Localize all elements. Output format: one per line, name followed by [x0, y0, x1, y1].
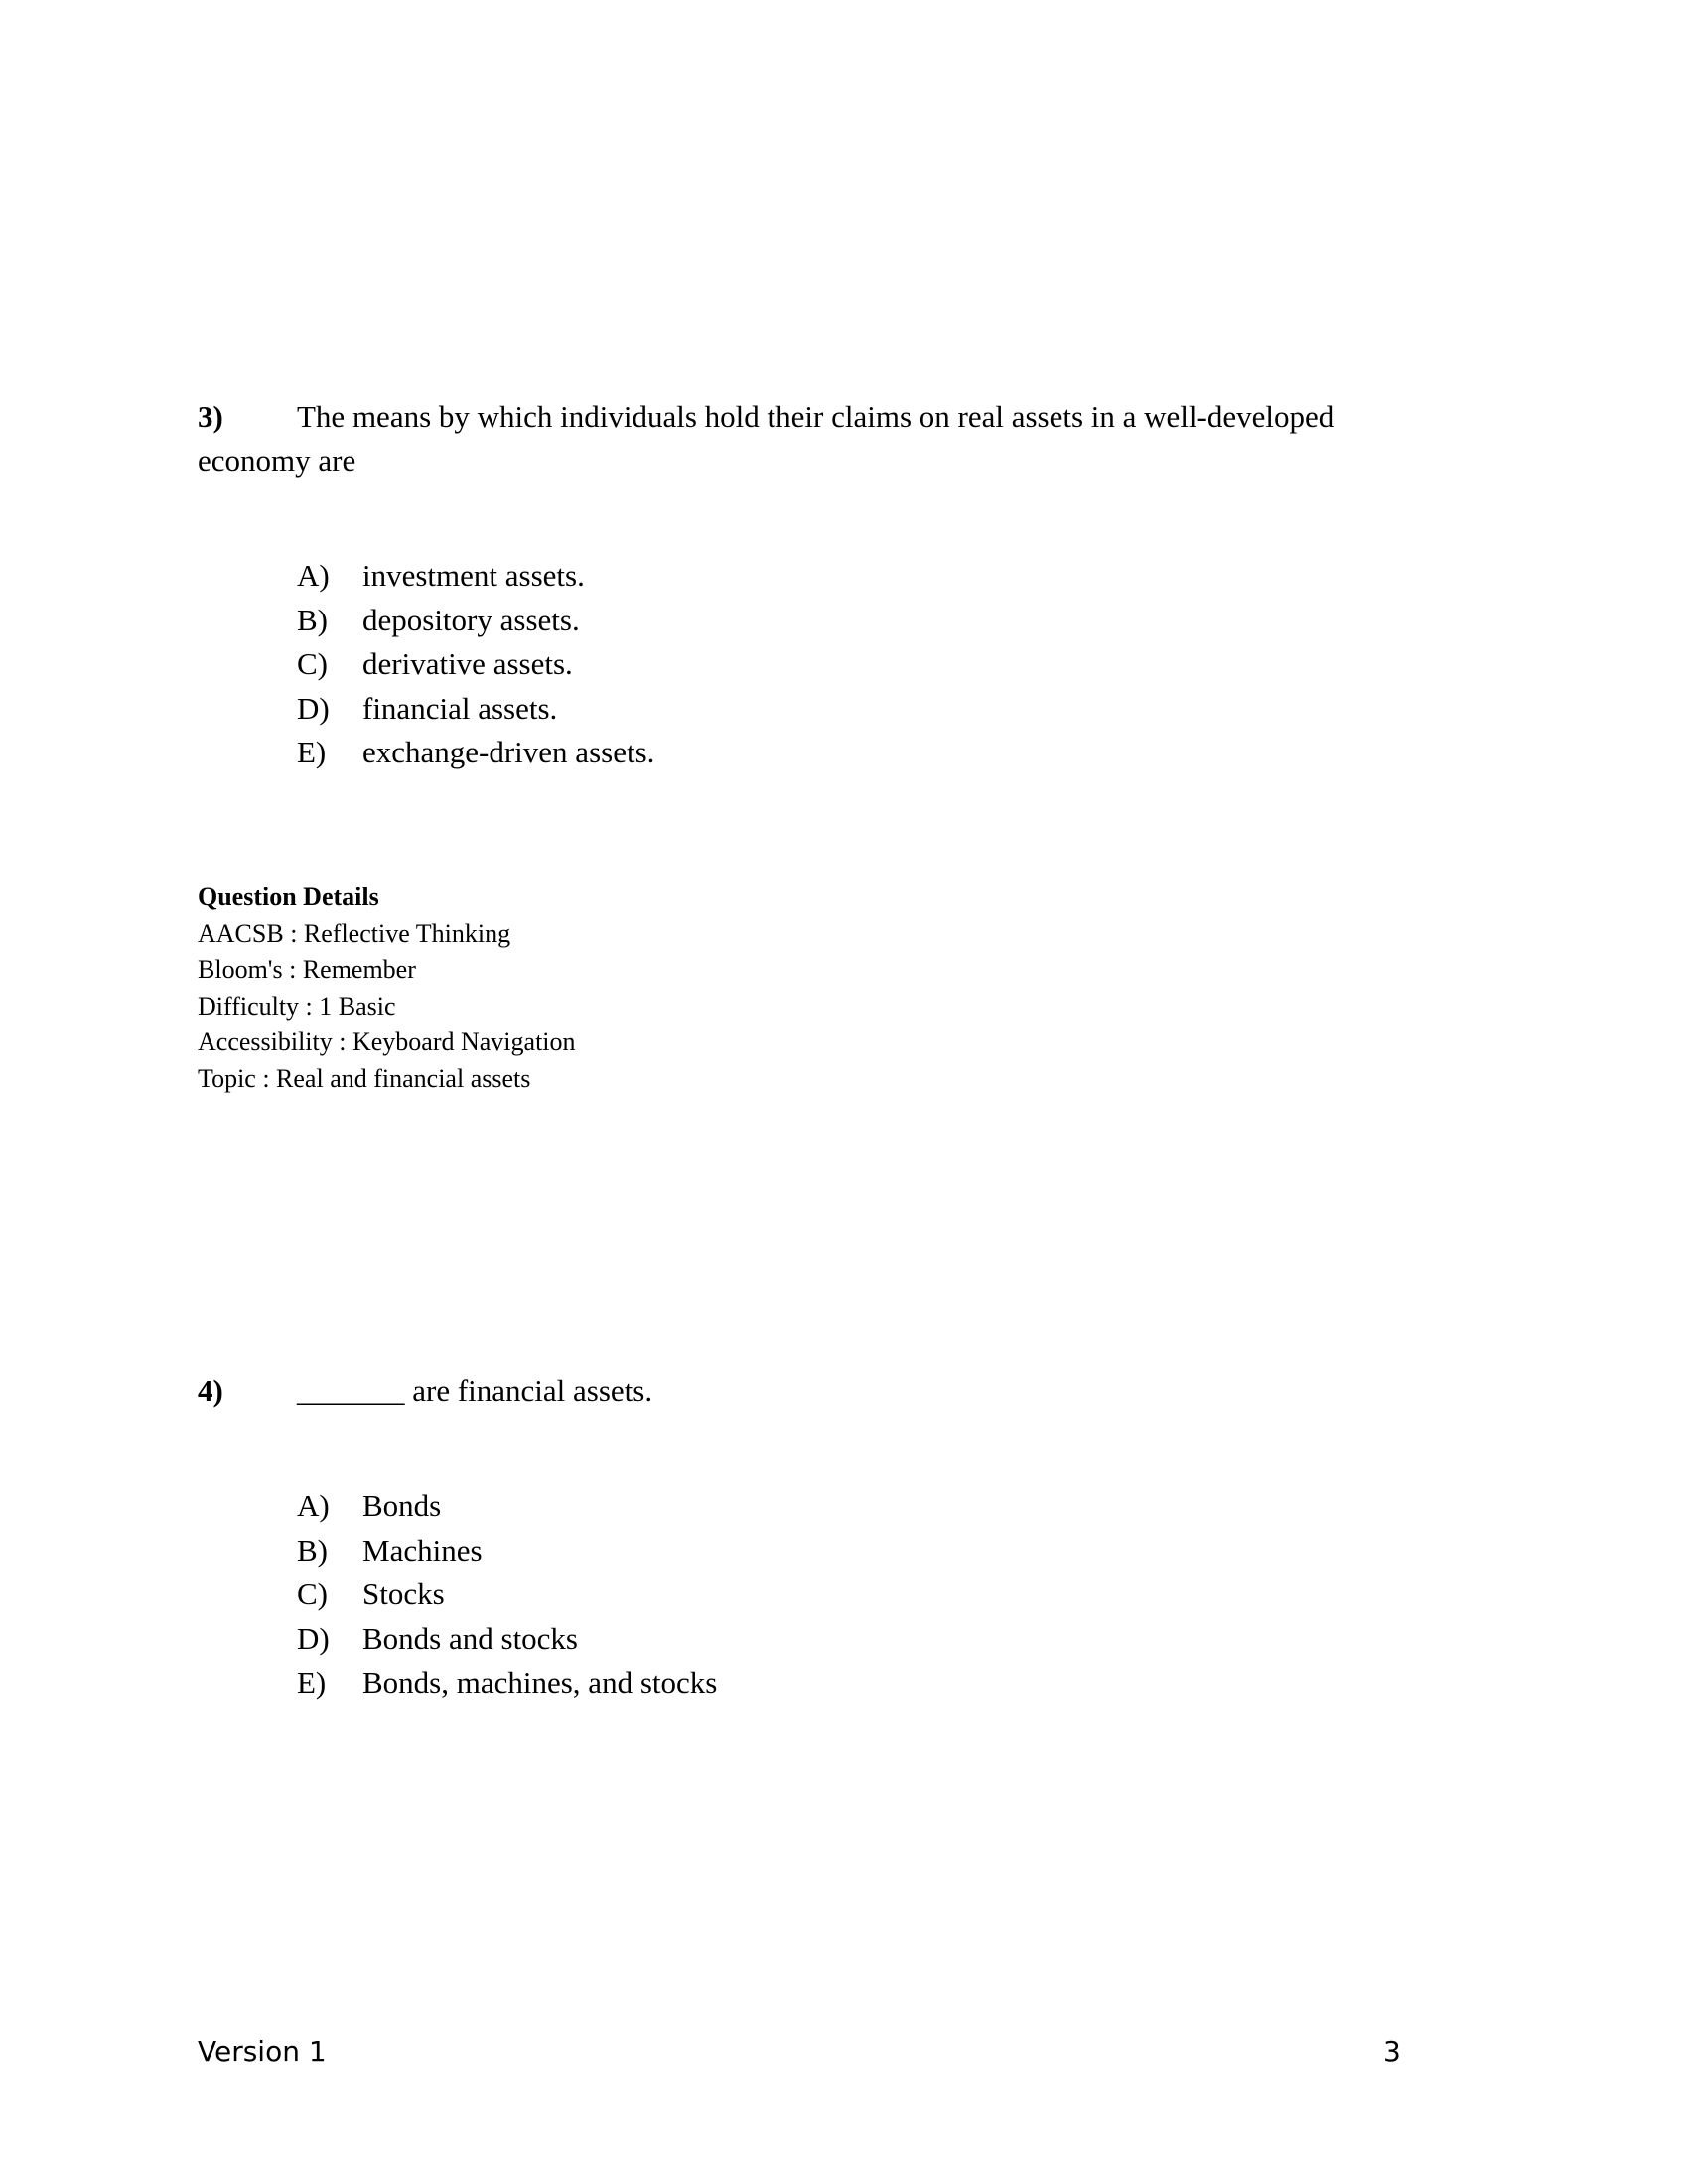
choice-4c	[297, 1572, 717, 1617]
choice-letter: C)	[297, 646, 328, 681]
question-4-stem	[198, 1369, 1429, 1413]
choice-letter: E)	[297, 1665, 327, 1700]
choice-3b	[297, 599, 654, 643]
choice-text: Bonds	[362, 1488, 442, 1523]
choice-text: exchange-driven assets.	[362, 735, 655, 769]
choice-text: Stocks	[362, 1576, 445, 1611]
choice-text: financial assets.	[362, 690, 558, 726]
details-blooms: Bloom's : Remember	[198, 955, 416, 984]
choice-letter: A)	[297, 558, 330, 593]
choice-text: derivative assets.	[362, 646, 573, 681]
question-3-choices	[297, 554, 654, 775]
choice-letter: D)	[297, 690, 330, 726]
choice-letter: E)	[297, 735, 327, 769]
question-3-number: 3)	[198, 399, 223, 434]
choice-letter: D)	[297, 1620, 330, 1656]
choice-text: Bonds, machines, and stocks	[362, 1665, 718, 1700]
choice-3d	[297, 687, 654, 732]
choice-4b	[297, 1529, 717, 1573]
choice-4a	[297, 1484, 717, 1529]
choice-letter: B)	[297, 602, 328, 637]
choice-4e	[297, 1661, 717, 1706]
choice-4d	[297, 1617, 717, 1662]
details-topic: Topic : Real and financial assets	[198, 1063, 531, 1093]
choice-letter: A)	[297, 1488, 330, 1523]
choice-text: Bonds and stocks	[362, 1620, 578, 1656]
details-difficulty: Difficulty : 1 Basic	[198, 991, 396, 1021]
choice-letter: C)	[297, 1576, 328, 1611]
choice-3e	[297, 731, 654, 775]
details-title: Question Details	[198, 883, 379, 911]
choice-3a	[297, 554, 654, 599]
details-accessibility: Accessibility : Keyboard Navigation	[198, 1027, 576, 1056]
question-3-details	[198, 880, 576, 1097]
question-4-text: _______ are financial assets.	[297, 1373, 653, 1408]
footer-page-number: 3	[1383, 2035, 1401, 2068]
choice-letter: B)	[297, 1532, 328, 1568]
details-aacsb: AACSB : Reflective Thinking	[198, 918, 511, 948]
footer-version: Version 1	[198, 2035, 327, 2068]
choice-text: investment assets.	[362, 558, 585, 593]
question-3-stem	[198, 395, 1429, 482]
question-4-choices	[297, 1484, 717, 1706]
choice-text: Machines	[362, 1532, 483, 1568]
choice-text: depository assets.	[362, 602, 580, 637]
question-3-text: The means by which individuals hold their claims on real assets in a well-developed economy are	[198, 399, 1335, 478]
question-4-number: 4)	[198, 1373, 223, 1408]
choice-3c	[297, 642, 654, 687]
